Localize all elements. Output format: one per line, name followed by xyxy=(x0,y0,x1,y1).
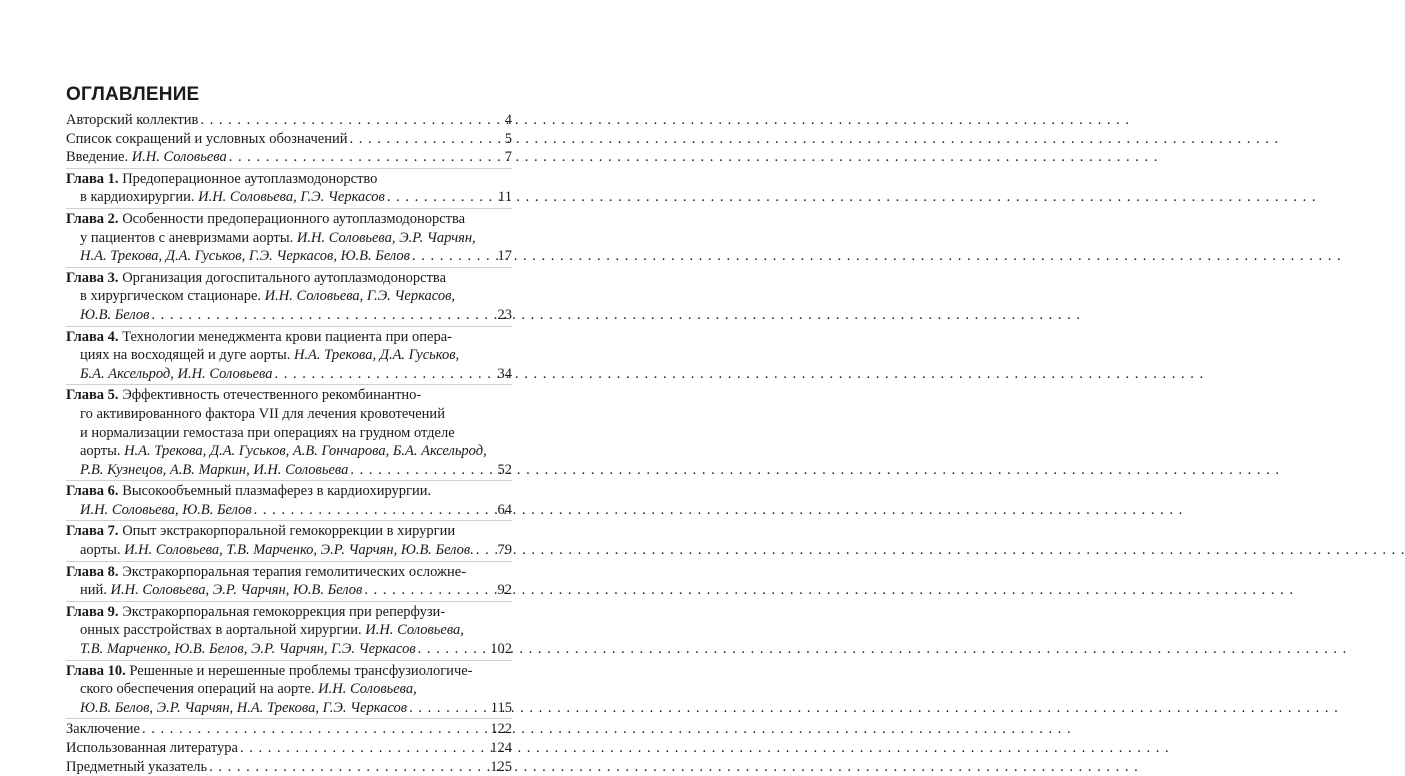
chapter-first-line xyxy=(66,170,512,189)
chapter-continuation-line xyxy=(66,346,512,365)
dot-leader xyxy=(229,148,503,167)
chapter-title: Эффективность отечественного рекомбинантно- xyxy=(118,387,422,404)
entry-text xyxy=(80,365,273,384)
chapter-continuation-line xyxy=(66,287,512,306)
page-number[interactable]: 23 xyxy=(497,306,512,323)
entry-title: Авторский коллектив xyxy=(66,112,199,128)
toc-entry-last-line xyxy=(66,541,512,560)
entry-authors: Р.В. Кузнецов, А.В. Маркин, И.Н. Соловьева xyxy=(80,461,349,478)
chapter-label: Глава 9. xyxy=(66,603,119,620)
toc-entry-chapter[interactable] xyxy=(66,326,512,384)
entry-text xyxy=(80,188,385,207)
toc-entry-last-line xyxy=(66,188,512,207)
chapter-first-line xyxy=(66,522,512,541)
chapter-title: Экстракорпоральная терапия гемолитических осложне- xyxy=(118,563,467,580)
chapter-first-line xyxy=(66,386,512,405)
entry-text xyxy=(66,148,227,167)
entry-text xyxy=(80,541,474,560)
chapter-label: Глава 3. xyxy=(66,269,119,286)
chapter-continuation-line xyxy=(66,405,512,424)
toc-entry-back[interactable] xyxy=(66,739,512,758)
toc-entry-last-line xyxy=(66,111,512,130)
dot-leader xyxy=(412,247,496,266)
entry-text xyxy=(80,461,348,480)
entry-authors: Н.А. Трекова, Д.А. Гуськов, xyxy=(293,347,460,364)
dot-leader xyxy=(476,541,496,560)
toc-entry-back[interactable] xyxy=(66,758,512,776)
dot-leader xyxy=(240,739,488,758)
toc-entry-front[interactable] xyxy=(66,148,512,167)
entry-text xyxy=(80,699,407,718)
toc-entry-chapter[interactable] xyxy=(66,601,512,659)
chapter-first-line xyxy=(66,603,512,622)
page-number[interactable]: 124 xyxy=(490,740,512,756)
chapter-continuation-line xyxy=(66,442,512,461)
entry-text xyxy=(80,247,410,266)
toc-entry-last-line xyxy=(66,720,512,739)
toc-entry-last-line xyxy=(66,758,512,776)
entry-text xyxy=(66,739,238,758)
entry-authors: Н.А. Трекова, Д.А. Гуськов, Г.Э. Черкасов, Ю.В. Белов xyxy=(80,248,410,265)
toc-entry-front[interactable] xyxy=(66,130,512,149)
entry-title: ний. xyxy=(80,582,111,599)
entry-text xyxy=(66,720,140,739)
dot-leader xyxy=(349,130,502,149)
chapter-continuation-line xyxy=(66,621,512,640)
toc-entry-chapter[interactable] xyxy=(66,660,512,718)
toc-entry-last-line xyxy=(66,501,512,520)
entry-text xyxy=(66,130,347,149)
page-number[interactable]: 17 xyxy=(497,248,512,265)
chapter-title: аорты. xyxy=(80,443,125,460)
page-title: ОГЛАВЛЕНИЕ xyxy=(66,84,200,105)
entry-authors: И.Н. Соловьева, xyxy=(365,622,464,639)
toc-entry-chapter[interactable] xyxy=(66,520,512,559)
dot-leader xyxy=(350,461,495,480)
entry-authors: И.Н. Соловьева xyxy=(131,149,227,166)
toc-entry-last-line xyxy=(66,581,512,600)
entry-authors: И.Н. Соловьева, xyxy=(318,681,417,698)
entry-title: Список сокращений и условных обозначений xyxy=(66,130,348,147)
page-number[interactable]: 7 xyxy=(504,149,512,166)
toc-entry-last-line xyxy=(66,148,512,167)
dot-leader xyxy=(151,306,495,325)
chapter-title: Особенности предоперационного аутоплазмодонорства xyxy=(118,210,466,227)
entry-title: Заключение xyxy=(66,721,140,738)
chapter-title: Технологии менеджмента крови пациента при опера- xyxy=(118,328,452,345)
entry-authors: И.Н. Соловьева, Г.Э. Черкасов xyxy=(198,189,385,206)
chapter-title: и нормализации гемостаза при операциях на грудном отделе xyxy=(80,424,455,441)
entry-authors: И.Н. Соловьева, Э.Р. Чарчян, xyxy=(296,229,476,246)
toc-entry-last-line xyxy=(66,130,512,149)
dot-leader xyxy=(254,501,496,520)
toc-entry-chapter[interactable] xyxy=(66,208,512,266)
book-page xyxy=(0,0,600,775)
chapter-label: Глава 10. xyxy=(66,662,126,679)
toc-entry-chapter[interactable] xyxy=(66,480,512,519)
dot-leader xyxy=(387,188,496,207)
entry-authors: Т.В. Марченко, Ю.В. Белов, Э.Р. Чарчян, Г.Э. Черкасов xyxy=(80,641,416,658)
chapter-title: у пациентов с аневризмами аорты. xyxy=(80,229,297,246)
entry-authors: Ю.В. Белов xyxy=(80,306,150,323)
chapter-label: Глава 4. xyxy=(66,328,119,345)
page-number[interactable]: 34 xyxy=(497,365,512,382)
chapter-first-line xyxy=(66,662,512,681)
dot-leader xyxy=(275,365,496,384)
entry-authors: Б.А. Аксельрод, И.Н. Соловьева xyxy=(80,365,273,382)
chapter-title: Организация догоспитального аутоплазмодонорства xyxy=(118,269,447,286)
entry-authors: Н.А. Трекова, Д.А. Гуськов, А.В. Гончарова, Б.А. Аксельрод, xyxy=(124,443,487,460)
entry-authors: И.Н. Соловьева, Э.Р. Чарчян, Ю.В. Белов xyxy=(110,582,363,599)
entry-authors: И.Н. Соловьева, Ю.В. Белов xyxy=(80,501,252,518)
page-number[interactable]: 125 xyxy=(490,758,512,775)
page-number[interactable]: 4 xyxy=(504,112,512,128)
chapter-title: Опыт экстракорпоральной гемокоррекции в хирургии xyxy=(118,523,456,540)
chapter-label: Глава 6. xyxy=(66,483,119,500)
toc-entry-front[interactable] xyxy=(66,111,512,130)
dot-leader xyxy=(142,720,488,739)
entry-title: Предметный указатель xyxy=(66,758,208,775)
chapter-first-line xyxy=(66,482,512,501)
chapter-label: Глава 1. xyxy=(66,170,119,187)
chapter-label: Глава 2. xyxy=(66,210,119,227)
dot-leader xyxy=(418,640,489,659)
toc-entry-last-line xyxy=(66,699,512,718)
toc-entry-last-line xyxy=(66,739,512,758)
toc-entry-chapter[interactable] xyxy=(66,384,512,479)
page-number[interactable]: 64 xyxy=(497,501,512,518)
chapter-continuation-line xyxy=(66,424,512,443)
entry-text xyxy=(80,306,149,325)
toc-entry-last-line xyxy=(66,306,512,325)
dot-leader xyxy=(209,758,488,776)
chapter-continuation-line xyxy=(66,680,512,699)
chapter-first-line xyxy=(66,328,512,347)
chapter-title: циях на восходящей и дуге аорты. xyxy=(80,347,294,364)
dot-leader xyxy=(364,581,495,600)
toc-entry-last-line xyxy=(66,247,512,266)
entry-authors: Ю.В. Белов, Э.Р. Чарчян, Н.А. Трекова, Г.Э. Черкасов xyxy=(80,699,408,716)
page-number[interactable]: 115 xyxy=(490,699,512,716)
chapter-title: в хирургическом стационаре. xyxy=(80,288,265,305)
dot-leader xyxy=(200,111,502,130)
dot-leader xyxy=(409,699,489,718)
entry-title: Введение. xyxy=(66,149,132,166)
table-of-contents xyxy=(66,111,512,776)
chapter-title: Экстракорпоральная гемокоррекция при реперфузи- xyxy=(118,603,446,620)
entry-title: Использованная литература xyxy=(66,740,238,756)
page-number[interactable]: 79 xyxy=(497,542,512,559)
toc-entry-chapter[interactable] xyxy=(66,267,512,325)
page-number[interactable]: 122 xyxy=(490,721,512,738)
chapter-continuation-line xyxy=(66,229,512,248)
chapter-label: Глава 8. xyxy=(66,563,119,580)
chapter-title: Высокообъемный плазмаферез в кардиохирургии. xyxy=(118,483,432,500)
chapter-label: Глава 7. xyxy=(66,523,119,540)
chapter-title: онных расстройствах в аортальной хирургии. xyxy=(80,622,366,639)
entry-text xyxy=(80,501,252,520)
chapter-title: Предоперационное аутоплазмодонорство xyxy=(118,170,378,187)
page-number[interactable]: 92 xyxy=(497,582,512,599)
page-number[interactable]: 102 xyxy=(490,641,512,658)
entry-text xyxy=(66,111,198,130)
toc-entry-back[interactable] xyxy=(66,718,512,739)
entry-text xyxy=(80,581,362,600)
toc-entry-chapter[interactable] xyxy=(66,168,512,207)
chapter-first-line xyxy=(66,210,512,229)
chapter-title: ского обеспечения операций на аорте. xyxy=(80,681,319,698)
entry-title: аорты. xyxy=(80,542,125,559)
entry-text xyxy=(80,640,416,659)
entry-title: в кардиохирургии. xyxy=(80,189,199,206)
toc-entry-chapter[interactable] xyxy=(66,561,512,600)
entry-authors: И.Н. Соловьева, Т.В. Марченко, Э.Р. Чарчян, Ю.В. Белов. xyxy=(124,542,474,559)
entry-text xyxy=(66,758,207,776)
page-number[interactable]: 52 xyxy=(497,461,512,478)
chapter-label: Глава 5. xyxy=(66,387,119,404)
page-number[interactable]: 5 xyxy=(504,130,512,147)
chapter-title: го активированного фактора VII для лечения кровотечений xyxy=(80,405,445,422)
toc-entry-last-line xyxy=(66,461,512,480)
page-number[interactable]: 11 xyxy=(498,189,512,206)
chapter-first-line xyxy=(66,269,512,288)
toc-entry-last-line xyxy=(66,365,512,384)
toc-entry-last-line xyxy=(66,640,512,659)
chapter-title: Решенные и нерешенные проблемы трансфузиологиче- xyxy=(125,662,473,679)
entry-authors: И.Н. Соловьева, Г.Э. Черкасов, xyxy=(264,288,456,305)
chapter-first-line xyxy=(66,563,512,582)
